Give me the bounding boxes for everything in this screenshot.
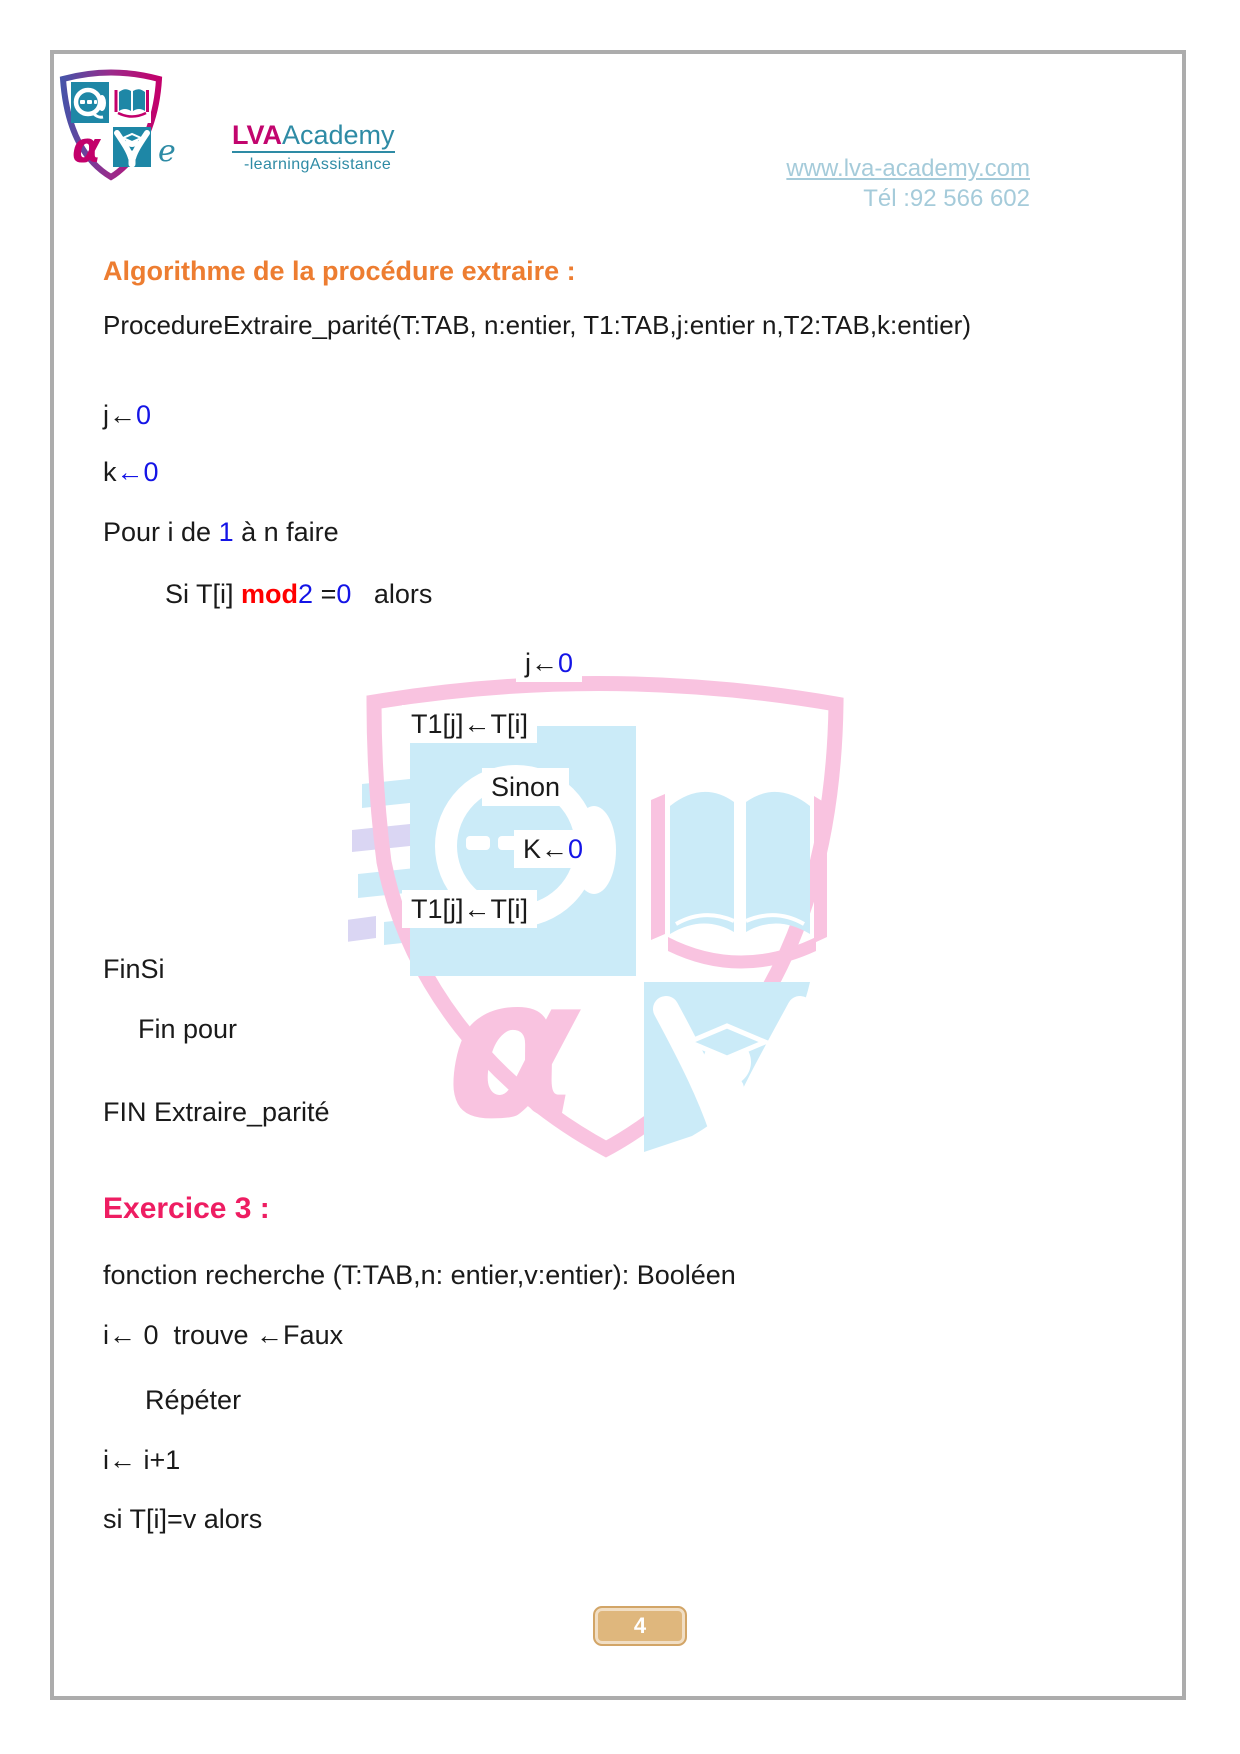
kw-sinon: Sinon bbox=[482, 768, 569, 806]
procedure-signature: ProcedureExtraire_parité(T:TAB, n:entier, T1:TAB,j:entier n,T2:TAB,k:entier) bbox=[103, 310, 971, 340]
stmt-init-j: j←0 bbox=[103, 400, 152, 430]
contact-block bbox=[786, 154, 1030, 214]
exercise3-heading: Exercice 3 : bbox=[103, 1192, 270, 1225]
watermark-alpha-icon: α bbox=[446, 935, 580, 1162]
stmt-if-condition: Si T[i] mod2 =0 alors bbox=[165, 579, 433, 609]
stmt-increment-i: i← i+1 bbox=[103, 1445, 181, 1475]
stmt-init-k: k←0 bbox=[103, 457, 159, 487]
brand-tagline: -learningAssistance bbox=[244, 156, 392, 173]
brand-cursive-e: e bbox=[158, 134, 176, 169]
function-signature: fonction recherche (T:TAB,n: entier,v:entier): Booléen bbox=[103, 1260, 736, 1290]
brand-academy: Academy bbox=[282, 120, 395, 150]
algorithm-heading: Algorithme de la procédure extraire : bbox=[103, 256, 576, 286]
stmt-then-assign: T1[j]←T[i] bbox=[402, 705, 537, 743]
stmt-else-init-k: K←0 bbox=[514, 830, 592, 868]
logo-alpha-icon: α bbox=[72, 123, 101, 172]
page-number: 4 bbox=[633, 1613, 647, 1638]
lva-logo-shield-icon bbox=[56, 62, 166, 184]
page-number-badge bbox=[593, 1606, 687, 1646]
stmt-init-i-trouve: i← 0 trouve ←Faux bbox=[103, 1320, 344, 1350]
stmt-else-assign: T1[j]←T[i] bbox=[402, 890, 537, 928]
stmt-for-loop: Pour i de 1 à n faire bbox=[103, 517, 339, 547]
kw-fin-procedure: FIN Extraire_parité bbox=[103, 1097, 330, 1127]
stmt-si-condition: si T[i]=v alors bbox=[103, 1504, 263, 1534]
brand-lva: LVA bbox=[232, 120, 282, 150]
brand-wordmark bbox=[232, 120, 395, 151]
kw-finsi: FinSi bbox=[103, 954, 165, 984]
watermark-book-icon bbox=[651, 792, 827, 969]
kw-fin-pour: Fin pour bbox=[138, 1014, 238, 1044]
website-link[interactable]: www.lva-academy.com bbox=[786, 155, 1030, 182]
kw-repeter: Répéter bbox=[145, 1385, 242, 1415]
phone-number: Tél :92 566 602 bbox=[863, 185, 1030, 212]
stmt-then-init-j: j←0 bbox=[516, 644, 582, 682]
